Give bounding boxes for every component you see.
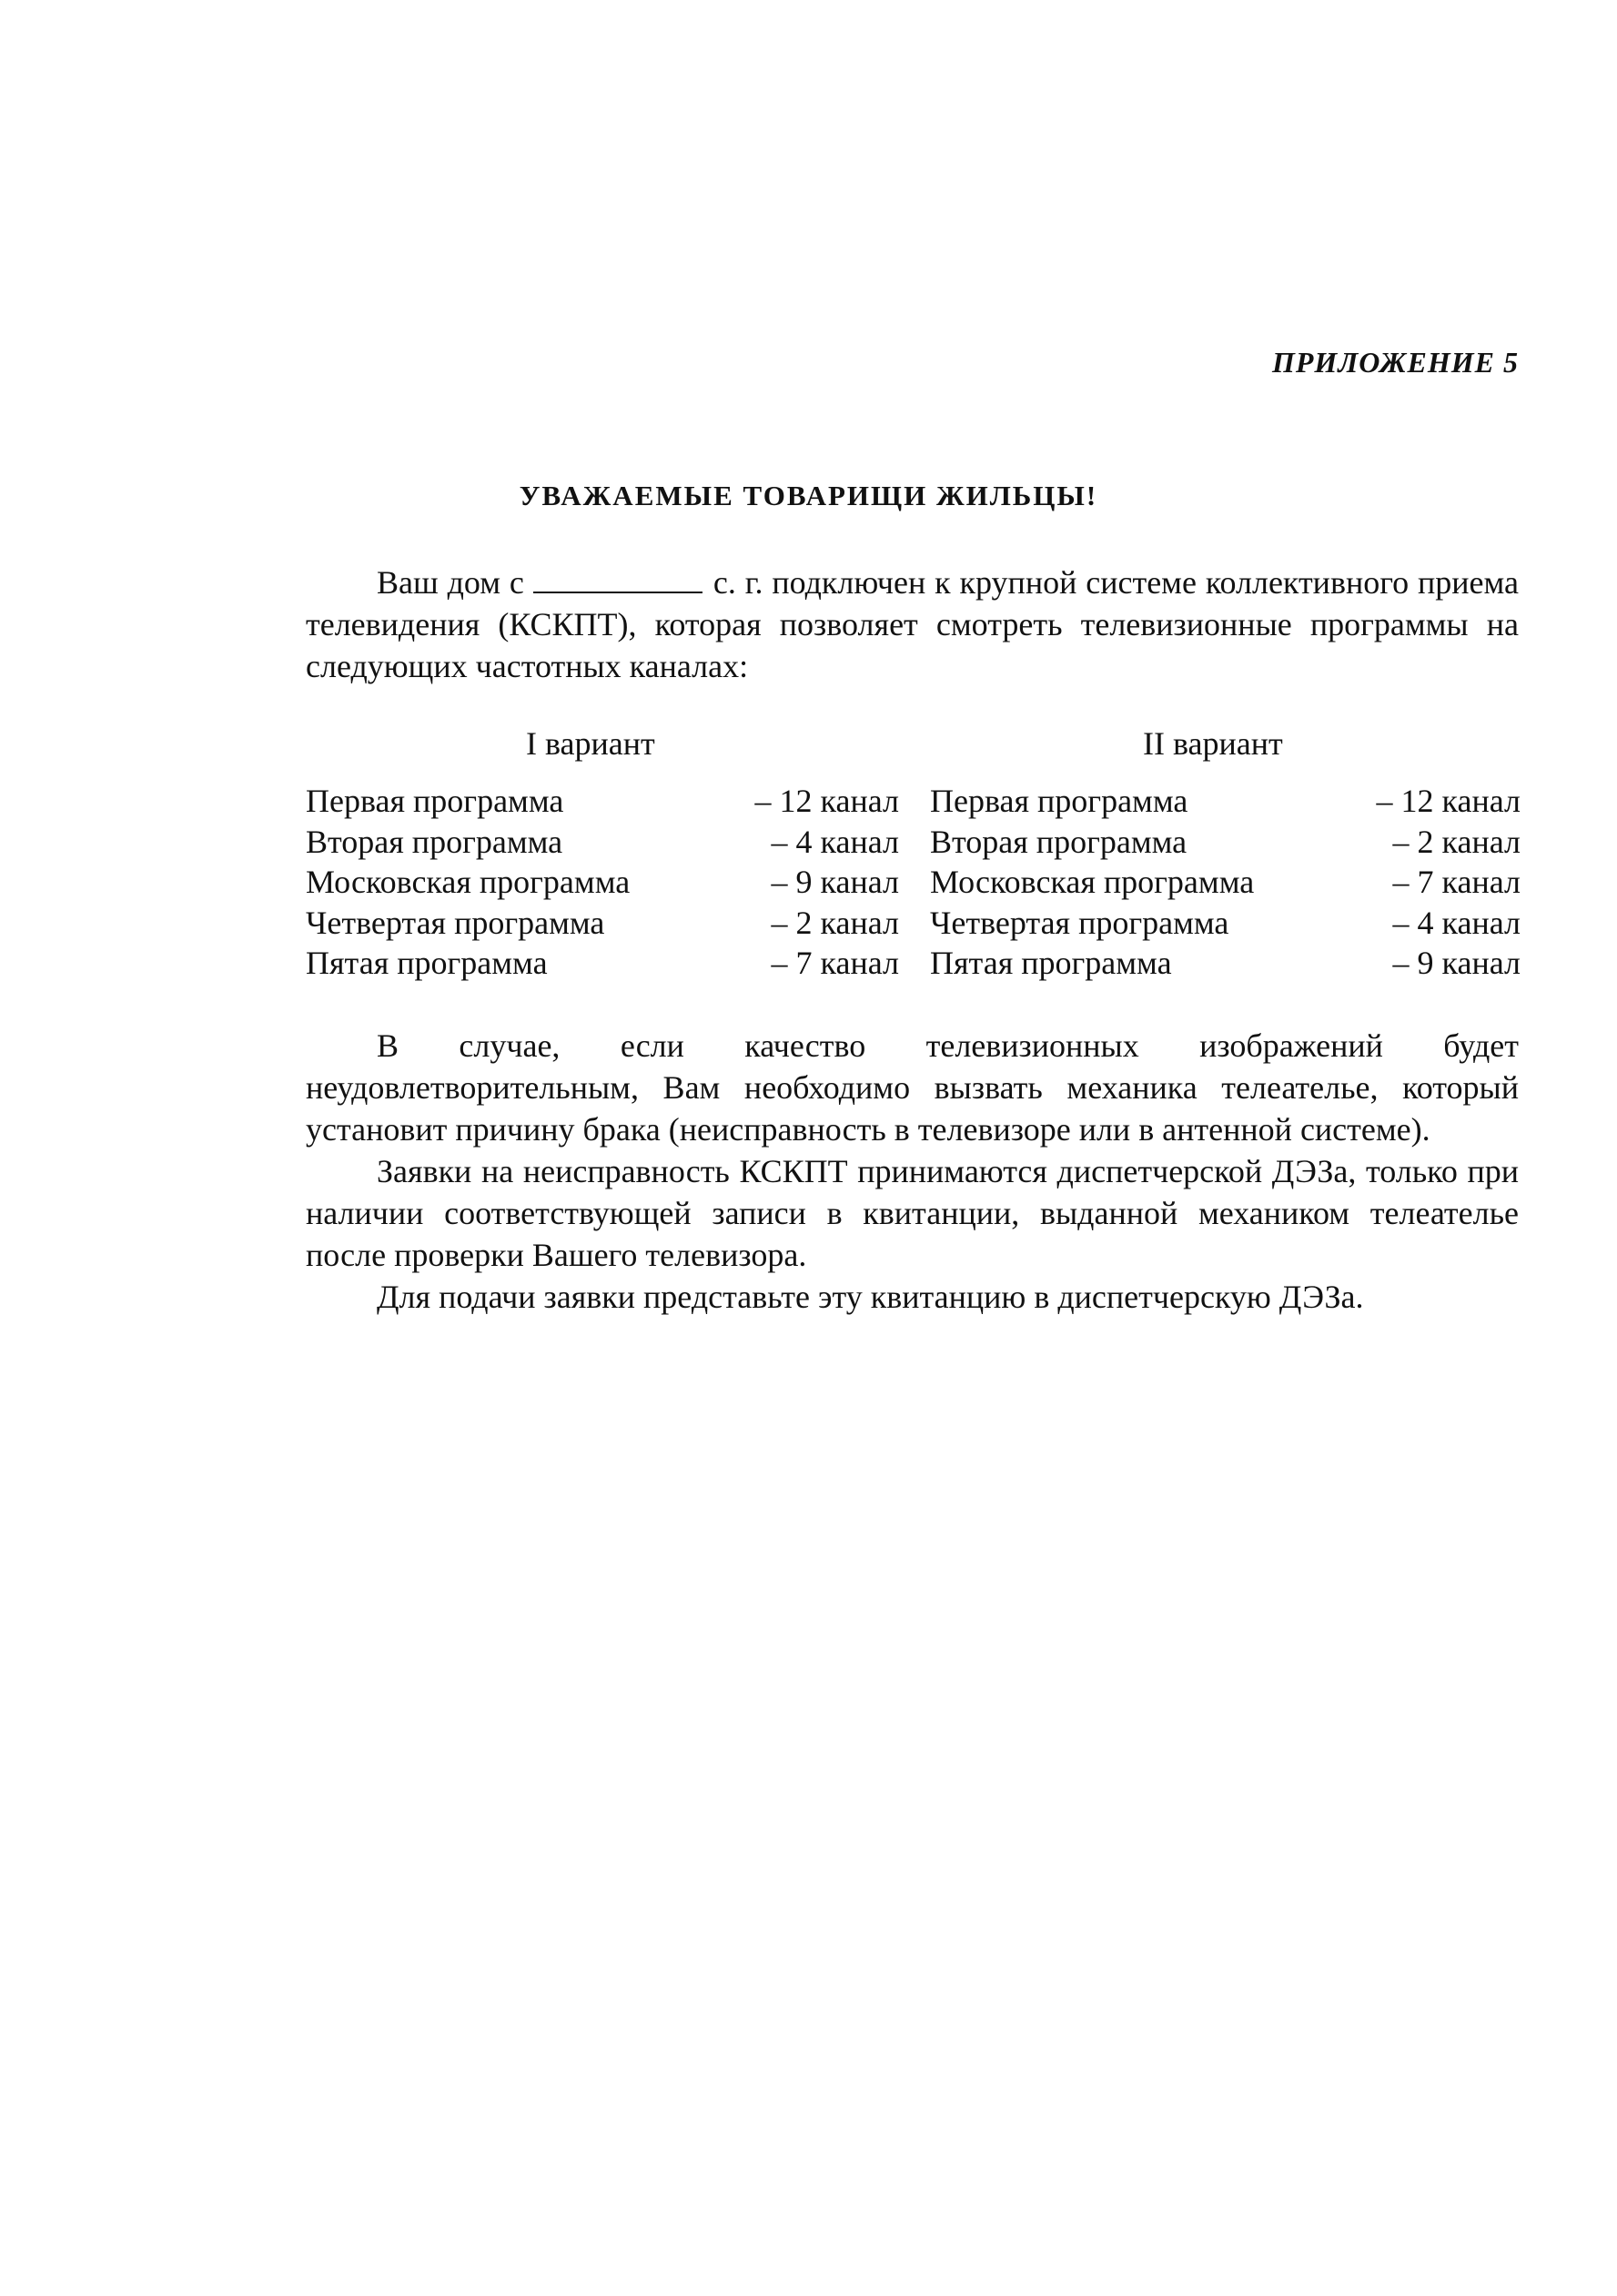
variant-1-program: Вторая программа <box>306 823 563 860</box>
variant-2-channel: – 2 канал <box>1392 823 1521 860</box>
variant-1-program: Первая программа <box>306 783 564 819</box>
variant-2-program: Вторая программа <box>930 823 1187 860</box>
variant-2-program: Пятая программа <box>930 945 1172 981</box>
body-paragraphs <box>306 1025 1519 1318</box>
variant-1-heading: I вариант <box>526 725 655 762</box>
variant-2-channel: – 12 канал <box>1376 783 1521 819</box>
variant-2-channel: – 7 канал <box>1392 864 1521 900</box>
paragraph-quality: В случае, если качество телевизионных изображений будет неудовлетворительным, Вам необходимо вызвать механика телеателье, который установит причину брака (неисправность в телевизоре или в антенной системе). <box>306 1027 1519 1148</box>
variant-2-program: Первая программа <box>930 783 1188 819</box>
table-row <box>306 943 1521 984</box>
variant-2-program: Московская программа <box>930 864 1255 900</box>
variant-1-program: Четвертая программа <box>306 904 605 941</box>
appendix-label: ПРИЛОЖЕНИЕ 5 <box>1271 346 1519 379</box>
variant-1-channel: – 7 канал <box>771 945 899 981</box>
variant-1-channel: – 2 канал <box>771 904 899 941</box>
table-row <box>306 822 1521 863</box>
variant-2-heading: II вариант <box>1143 725 1283 762</box>
variant-1-program: Московская программа <box>306 864 631 900</box>
variant-2-channel: – 4 канал <box>1392 904 1521 941</box>
paragraph-submission: Для подачи заявки представьте эту квитанцию в диспетчерскую ДЭЗа. <box>377 1279 1364 1315</box>
variant-1-channel: – 9 канал <box>771 864 899 900</box>
variant-1-channel: – 12 канал <box>754 783 899 819</box>
table-row <box>306 781 1521 822</box>
table-row <box>306 903 1521 944</box>
date-blank-line <box>533 573 702 593</box>
intro-text-end: с. г. подключен к крупной системе коллективного приема телевидения (КСКПТ), которая позволяет смотреть телевизионные программы на следующих частотных каналах: <box>306 564 1519 684</box>
table-row <box>306 862 1521 903</box>
paragraph-requests: Заявки на неисправность КСКПТ принимаются диспетчерской ДЭЗа, только при наличии соответствующей записи в квитанции, выданной механиком телеателье после проверки Вашего телевизора. <box>306 1153 1519 1273</box>
variant-2-program: Четвертая программа <box>930 904 1229 941</box>
document-title: УВАЖАЕМЫЕ ТОВАРИЩИ ЖИЛЬЦЫ! <box>519 480 1098 511</box>
variant-2-channel: – 9 канал <box>1392 945 1521 981</box>
variant-1-program: Пятая программа <box>306 945 548 981</box>
intro-text-start: Ваш дом с <box>377 564 524 601</box>
variant-1-channel: – 4 канал <box>771 823 899 860</box>
channel-table <box>306 781 1521 984</box>
intro-paragraph <box>306 561 1519 687</box>
